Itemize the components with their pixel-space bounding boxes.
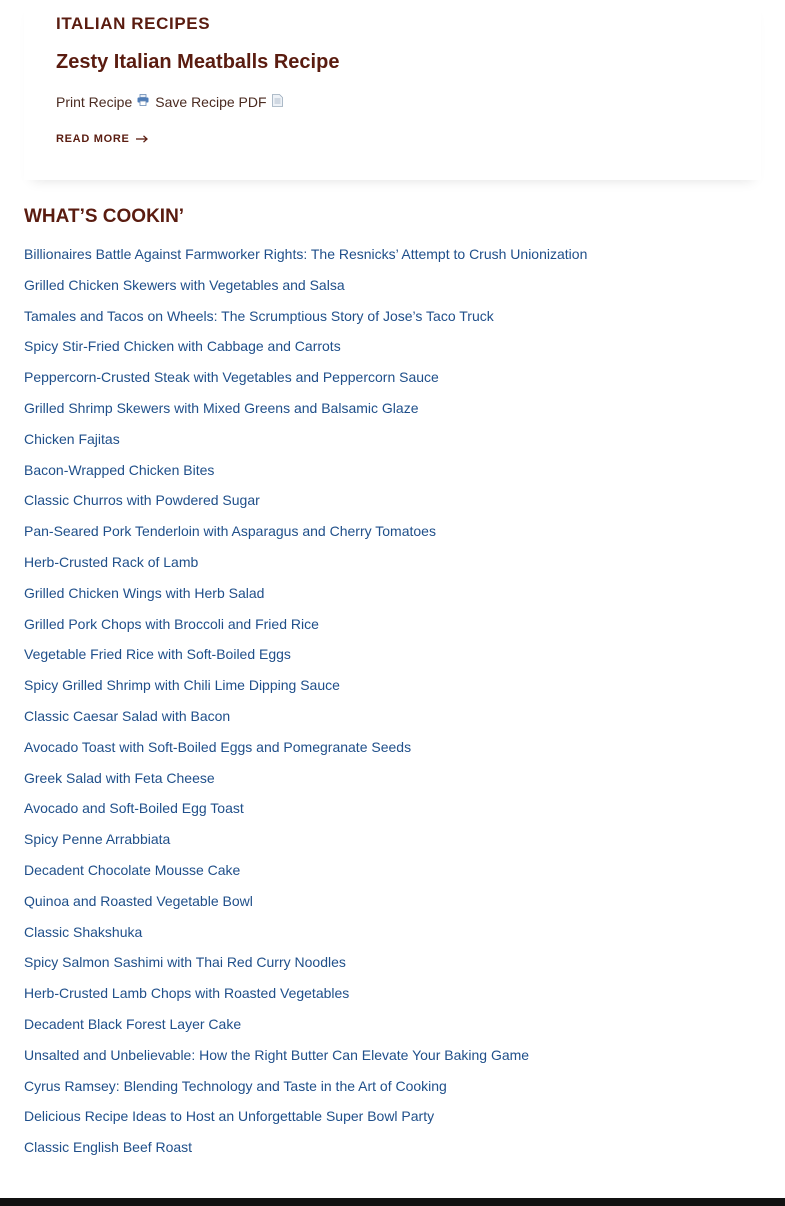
recent-post-link[interactable]: Quinoa and Roasted Vegetable Bowl bbox=[24, 892, 253, 909]
list-item bbox=[24, 1136, 587, 1167]
read-more-label: READ MORE bbox=[56, 133, 130, 145]
list-item bbox=[24, 859, 587, 890]
save-pdf-link[interactable]: Save Recipe PDF bbox=[155, 94, 267, 110]
recent-post-link[interactable]: Spicy Penne Arrabbiata bbox=[24, 831, 171, 848]
recent-post-link[interactable]: Spicy Salmon Sashimi with Thai Red Curry Noodles bbox=[24, 954, 346, 971]
recent-posts-list bbox=[24, 243, 587, 1167]
sidebar-heading: WHAT’S COOKIN’ bbox=[24, 206, 185, 227]
list-item bbox=[24, 1105, 587, 1136]
list-item bbox=[24, 305, 587, 336]
footer-bar bbox=[0, 1198, 785, 1206]
list-item bbox=[24, 243, 587, 274]
list-item bbox=[24, 736, 587, 767]
recent-post-link[interactable]: Grilled Shrimp Skewers with Mixed Greens and Balsamic Glaze bbox=[24, 399, 419, 416]
recent-post-link[interactable]: Decadent Chocolate Mousse Cake bbox=[24, 861, 241, 878]
list-item bbox=[24, 397, 587, 428]
recent-post-link[interactable]: Classic Caesar Salad with Bacon bbox=[24, 707, 231, 724]
list-item bbox=[24, 489, 587, 520]
list-item bbox=[24, 951, 587, 982]
list-item bbox=[24, 428, 587, 459]
recipe-actions bbox=[56, 94, 283, 110]
list-item bbox=[24, 890, 587, 921]
list-item bbox=[24, 459, 587, 490]
list-item bbox=[24, 1044, 587, 1075]
list-item bbox=[24, 274, 587, 305]
recent-post-link[interactable]: Vegetable Fried Rice with Soft-Boiled Eggs bbox=[24, 646, 291, 663]
list-item bbox=[24, 643, 587, 674]
recent-post-link[interactable]: Chicken Fajitas bbox=[24, 430, 120, 447]
recent-post-link[interactable]: Cyrus Ramsey: Blending Technology and Taste in the Art of Cooking bbox=[24, 1077, 447, 1094]
list-item bbox=[24, 1013, 587, 1044]
document-icon[interactable] bbox=[272, 94, 283, 107]
list-item bbox=[24, 982, 587, 1013]
list-item bbox=[24, 921, 587, 952]
recent-post-link[interactable]: Billionaires Battle Against Farmworker Rights: The Resnicks’ Attempt to Crush Unionization bbox=[24, 246, 588, 262]
recent-post-link[interactable]: Classic Shakshuka bbox=[24, 923, 143, 940]
list-item bbox=[24, 1075, 587, 1106]
list-item bbox=[24, 551, 587, 582]
recent-post-link[interactable]: Tamales and Tacos on Wheels: The Scrumptious Story of Jose’s Taco Truck bbox=[24, 307, 494, 324]
arrow-right-icon bbox=[136, 135, 148, 143]
list-item bbox=[24, 520, 587, 551]
list-item bbox=[24, 797, 587, 828]
category-link[interactable]: ITALIAN RECIPES bbox=[56, 14, 211, 33]
recent-post-link[interactable]: Bacon-Wrapped Chicken Bites bbox=[24, 461, 215, 478]
recent-post-link[interactable]: Spicy Grilled Shrimp with Chili Lime Dipping Sauce bbox=[24, 677, 340, 694]
recent-post-link[interactable]: Grilled Chicken Wings with Herb Salad bbox=[24, 584, 265, 601]
read-more-link[interactable] bbox=[56, 133, 148, 145]
recent-post-link[interactable]: Avocado and Soft-Boiled Egg Toast bbox=[24, 800, 244, 817]
list-item bbox=[24, 582, 587, 613]
list-item bbox=[24, 366, 587, 397]
recent-post-link[interactable]: Decadent Black Forest Layer Cake bbox=[24, 1015, 242, 1032]
post-title[interactable]: Zesty Italian Meatballs Recipe bbox=[56, 51, 340, 73]
list-item bbox=[24, 613, 587, 644]
recent-post-link[interactable]: Classic Churros with Powdered Sugar bbox=[24, 492, 260, 509]
list-item bbox=[24, 674, 587, 705]
recent-post-link[interactable]: Herb-Crusted Lamb Chops with Roasted Vegetables bbox=[24, 985, 350, 1002]
recent-post-link[interactable]: Classic English Beef Roast bbox=[24, 1139, 193, 1156]
printer-icon[interactable] bbox=[137, 94, 149, 106]
list-item bbox=[24, 335, 587, 366]
recent-post-link[interactable]: Peppercorn-Crusted Steak with Vegetables and Peppercorn Sauce bbox=[24, 369, 439, 386]
recent-post-link[interactable]: Pan-Seared Pork Tenderloin with Asparagus and Cherry Tomatoes bbox=[24, 523, 436, 540]
recent-post-link[interactable]: Greek Salad with Feta Cheese bbox=[24, 769, 215, 786]
recent-post-link[interactable]: Unsalted and Unbelievable: How the Right Butter Can Elevate Your Baking Game bbox=[24, 1046, 530, 1063]
recent-post-link[interactable]: Herb-Crusted Rack of Lamb bbox=[24, 553, 199, 570]
list-item bbox=[24, 828, 587, 859]
recent-post-link[interactable]: Grilled Pork Chops with Broccoli and Fried Rice bbox=[24, 615, 319, 632]
list-item bbox=[24, 705, 587, 736]
recent-post-link[interactable]: Delicious Recipe Ideas to Host an Unforgettable Super Bowl Party bbox=[24, 1108, 435, 1125]
recent-post-link[interactable]: Avocado Toast with Soft-Boiled Eggs and Pomegranate Seeds bbox=[24, 738, 412, 755]
recent-post-link[interactable]: Spicy Stir-Fried Chicken with Cabbage and Carrots bbox=[24, 338, 341, 355]
print-recipe-link[interactable]: Print Recipe bbox=[56, 94, 133, 110]
recent-post-link[interactable]: Grilled Chicken Skewers with Vegetables and Salsa bbox=[24, 276, 345, 293]
list-item bbox=[24, 767, 587, 798]
